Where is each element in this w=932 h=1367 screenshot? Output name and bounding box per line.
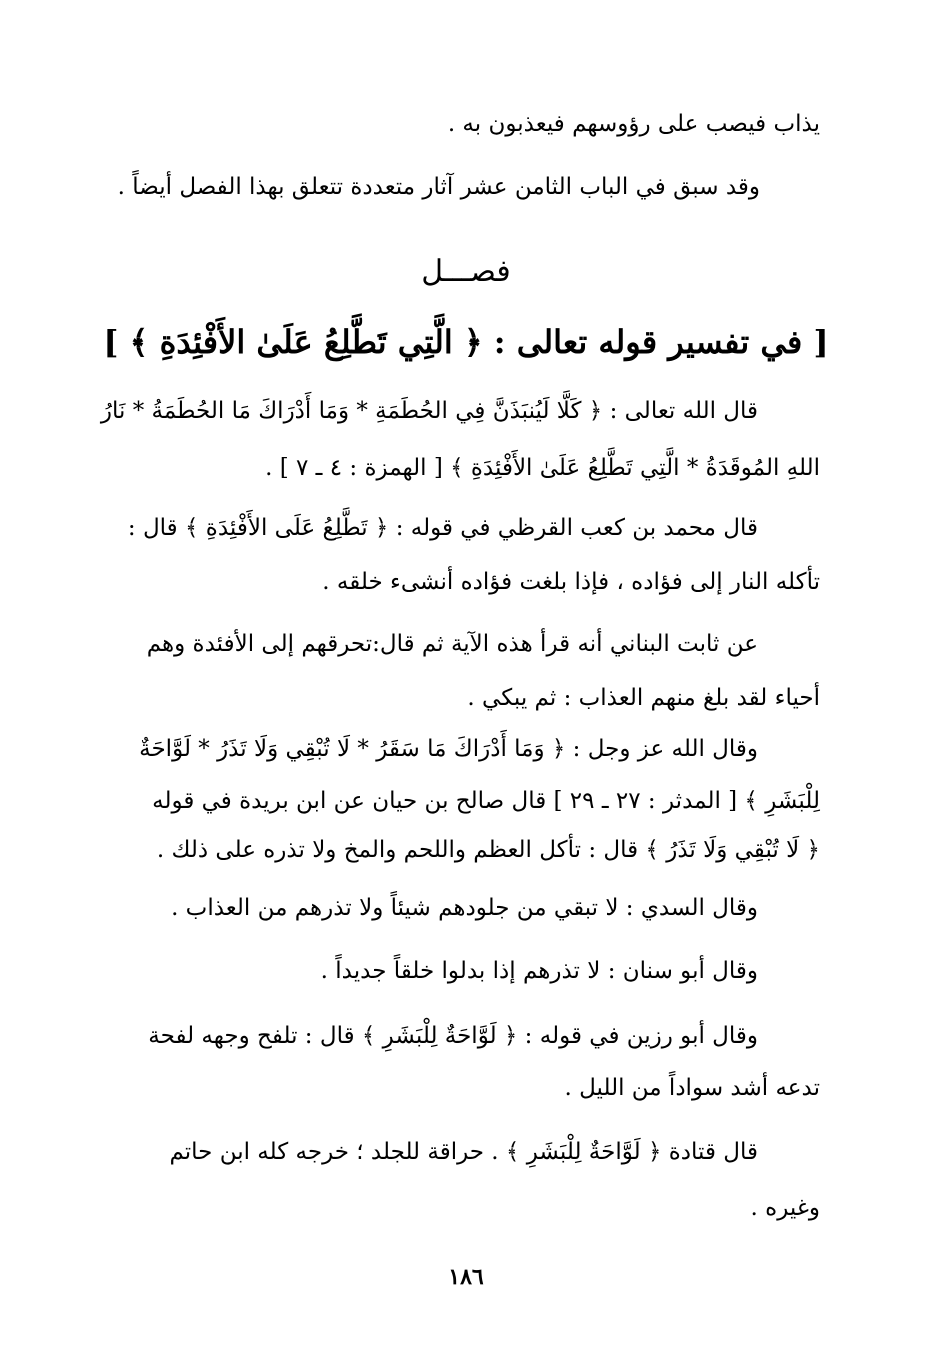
paragraph-line: وغيره . — [750, 1195, 820, 1221]
paragraph-line: وقال السدي : لا تبقي من جلودهم شيئاً ولا تذرهم من العذاب . — [171, 895, 758, 921]
paragraph-line: لِلْبَشَرِ ﴾ [ المدثر : ٢٧ ـ ٢٩ ] قال صالح بن حيان عن ابن بريدة في قوله — [152, 788, 820, 814]
section-heading: فصـــل — [421, 254, 511, 289]
page-number: ١٨٦ — [448, 1264, 484, 1290]
paragraph-line: أحياء لقد بلغ منهم العذاب : ثم يبكي . — [467, 685, 820, 711]
paragraph-line: قال قتادة ﴿ لَوَّاحَةٌ لِلْبَشَرِ ﴾ . حراقة للجلد ؛ خرجه كله ابن حاتم — [169, 1139, 758, 1165]
paragraph-line: قال محمد بن كعب القرظي في قوله : ﴿ تَطَّلِعُ عَلَى الأَفْئِدَةِ ﴾ قال : — [127, 515, 758, 541]
paragraph-line: قال الله تعالى : ﴿ كَلَّا لَيُنبَذَنَّ فِي الحُطَمَةِ * وَمَا أَدْرَاكَ مَا الحُطَمَةُ * نَارُ — [100, 398, 758, 424]
paragraph-line: اللهِ المُوقَدَةُ * الَّتِي تَطَّلِعُ عَلَىٰ الأَفْئِدَةِ ﴾ [ الهمزة : ٤ ـ ٧ ] . — [265, 455, 820, 481]
paragraph-line: وقال الله عز وجل : ﴿ وَمَا أَدْرَاكَ مَا سَقَرُ * لَا تُبْقِي وَلَا تَذَرُ * لَوَّاحَةٌ — [139, 736, 758, 762]
paragraph-line: وقد سبق في الباب الثامن عشر آثار متعددة تتعلق بهذا الفصل أيضاً . — [117, 174, 760, 200]
section-subtitle: [ في تفسير قوله تعالى : ﴿ الَّتِي تَطَّلِعُ عَلَىٰ الأَفْئِدَةِ ﴾ ] — [103, 323, 829, 361]
paragraph-line: وقال أبو رزين في قوله : ﴿ لَوَّاحَةٌ لِلْبَشَرِ ﴾ قال : تلفح وجهه لفحة — [148, 1023, 758, 1049]
paragraph-line: عن ثابت البناني أنه قرأ هذه الآية ثم قال:تحرقهم إلى الأفئدة وهم — [146, 631, 758, 657]
paragraph-line: تدعه أشد سواداً من الليل . — [564, 1075, 820, 1101]
paragraph-line: وقال أبو سنان : لا تذرهم إذا بدلوا خلقاً جديداً . — [320, 958, 758, 984]
paragraph-line: ﴿ لَا تُبْقِي وَلَا تَذَرُ ﴾ قال : تأكل العظم واللحم والمخ ولا تذره على ذلك . — [156, 837, 820, 863]
paragraph-line: تأكله النار إلى فؤاده ، فإذا بلغت فؤاده أنشىء خلقه . — [322, 569, 820, 595]
paragraph-line: يذاب فيصب على رؤوسهم فيعذبون به . — [447, 111, 820, 137]
